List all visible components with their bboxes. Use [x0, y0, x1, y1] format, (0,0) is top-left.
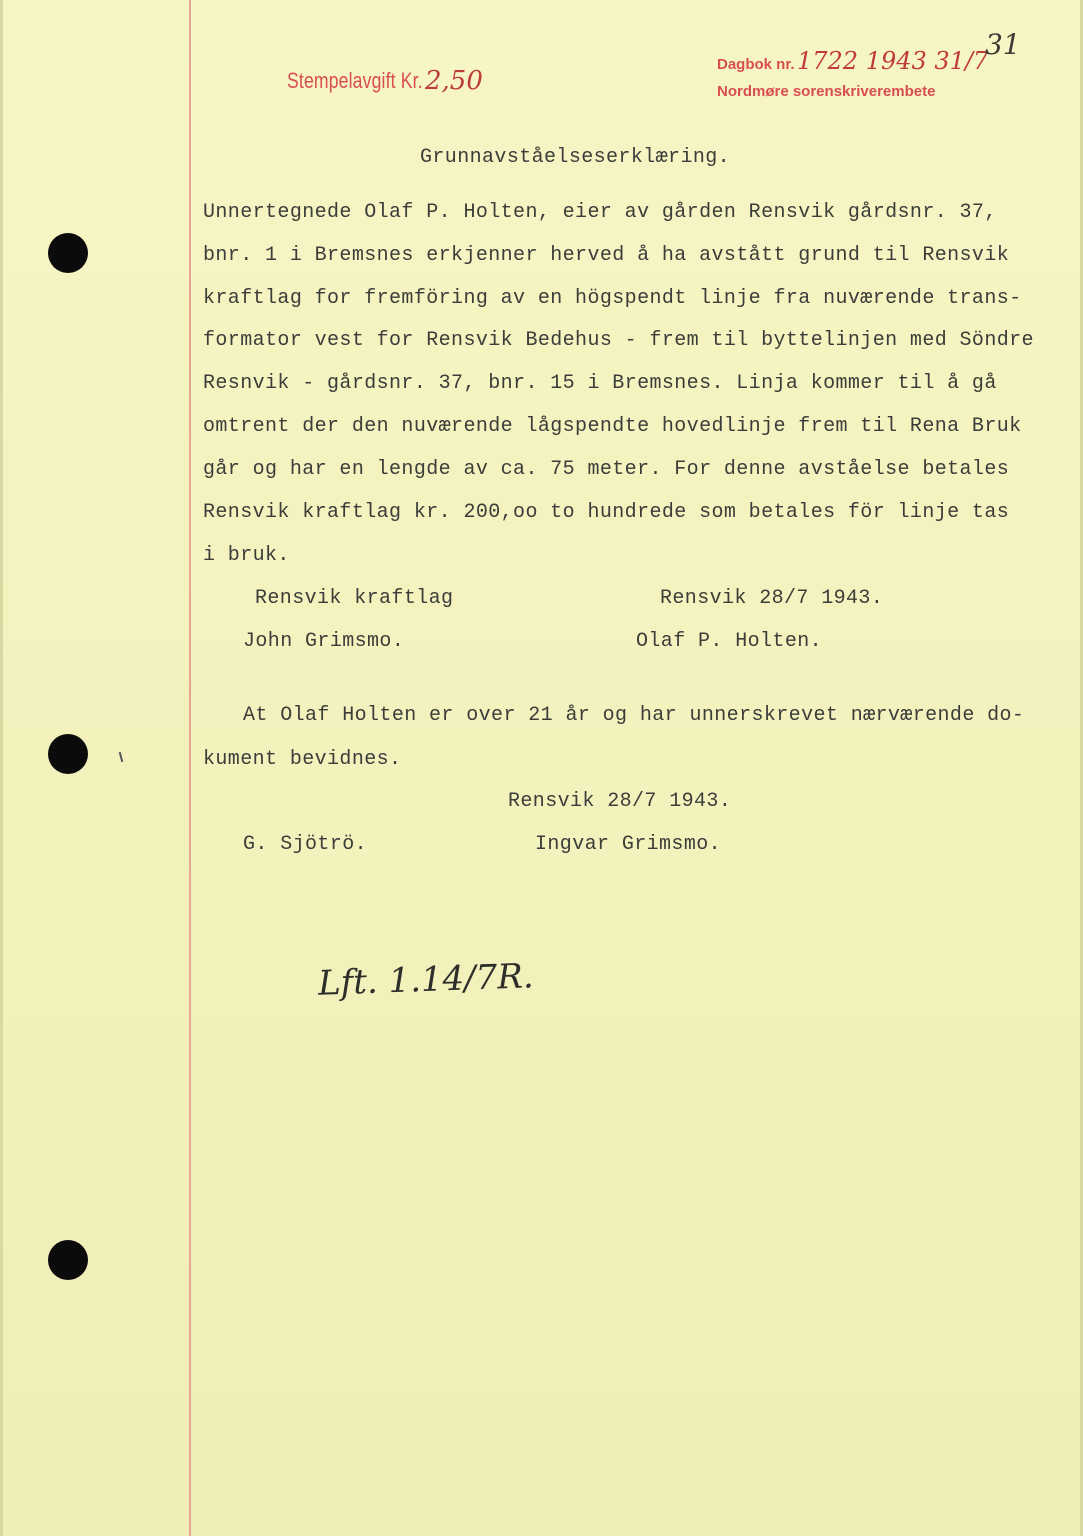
handwritten-note: Lft. 1.14/7R.: [317, 956, 535, 1004]
body-line: formator vest for Rensvik Bedehus - frem til byttelinjen med Söndre: [203, 329, 1034, 352]
stamp-fee-amount: 2,50: [425, 66, 483, 96]
body-line: bnr. 1 i Bremsnes erkjenner herved å ha avstått grund til Rensvik: [203, 244, 1010, 267]
office-stamp: Nordmøre sorenskriverembete: [717, 83, 936, 100]
red-margin-line: [189, 0, 191, 1536]
place-date: Rensvik 28/7 1943.: [660, 587, 884, 610]
stamp-fee-label-text: Stempelavgift Kr.: [287, 68, 423, 93]
margin-mark: [119, 752, 124, 762]
body-line: omtrent der den nuværende lågspendte hovedlinje frem til Rena Bruk: [203, 415, 1022, 438]
page-number: 31: [985, 28, 1021, 61]
witness-left: G. Sjötrö.: [243, 833, 368, 856]
place-date: Rensvik 28/7 1943.: [508, 790, 732, 813]
witness-right: Ingvar Grimsmo.: [535, 833, 722, 856]
body-line: kraftlag for fremföring av en högspendt linje fra nuværende trans-: [203, 287, 1022, 310]
body-line: Resnvik - gårdsnr. 37, bnr. 15 i Bremsnes. Linja kommer til å gå: [203, 372, 997, 395]
witness-line: At Olaf Holten er over 21 år og har unnerskrevet nærværende do-: [243, 704, 1025, 727]
dagbok-number: 1722 1943 31/7: [797, 47, 989, 75]
body-line: går og har en lengde av ca. 75 meter. For denne avståelse betales: [203, 458, 1010, 481]
witness-line: kument bevidnes.: [203, 748, 402, 771]
body-line: Unnertegnede Olaf P. Holten, eier av gården Rensvik gårdsnr. 37,: [203, 201, 997, 224]
punch-hole-top: [48, 233, 88, 273]
signer-right: Olaf P. Holten.: [636, 630, 823, 653]
document-title: Grunnavståelseserklæring.: [420, 146, 731, 169]
punch-hole-bottom: [48, 1240, 88, 1280]
body-line: Rensvik kraftlag kr. 200,oo to hundrede som betales för linje tas: [203, 501, 1010, 524]
page-left-edge: [0, 0, 3, 1536]
body-line: i bruk.: [203, 544, 290, 567]
signer-left: John Grimsmo.: [243, 630, 405, 653]
punch-hole-middle: [48, 734, 88, 774]
dagbok-label: Dagbok nr.: [717, 56, 795, 73]
party-left: Rensvik kraftlag: [255, 587, 454, 610]
